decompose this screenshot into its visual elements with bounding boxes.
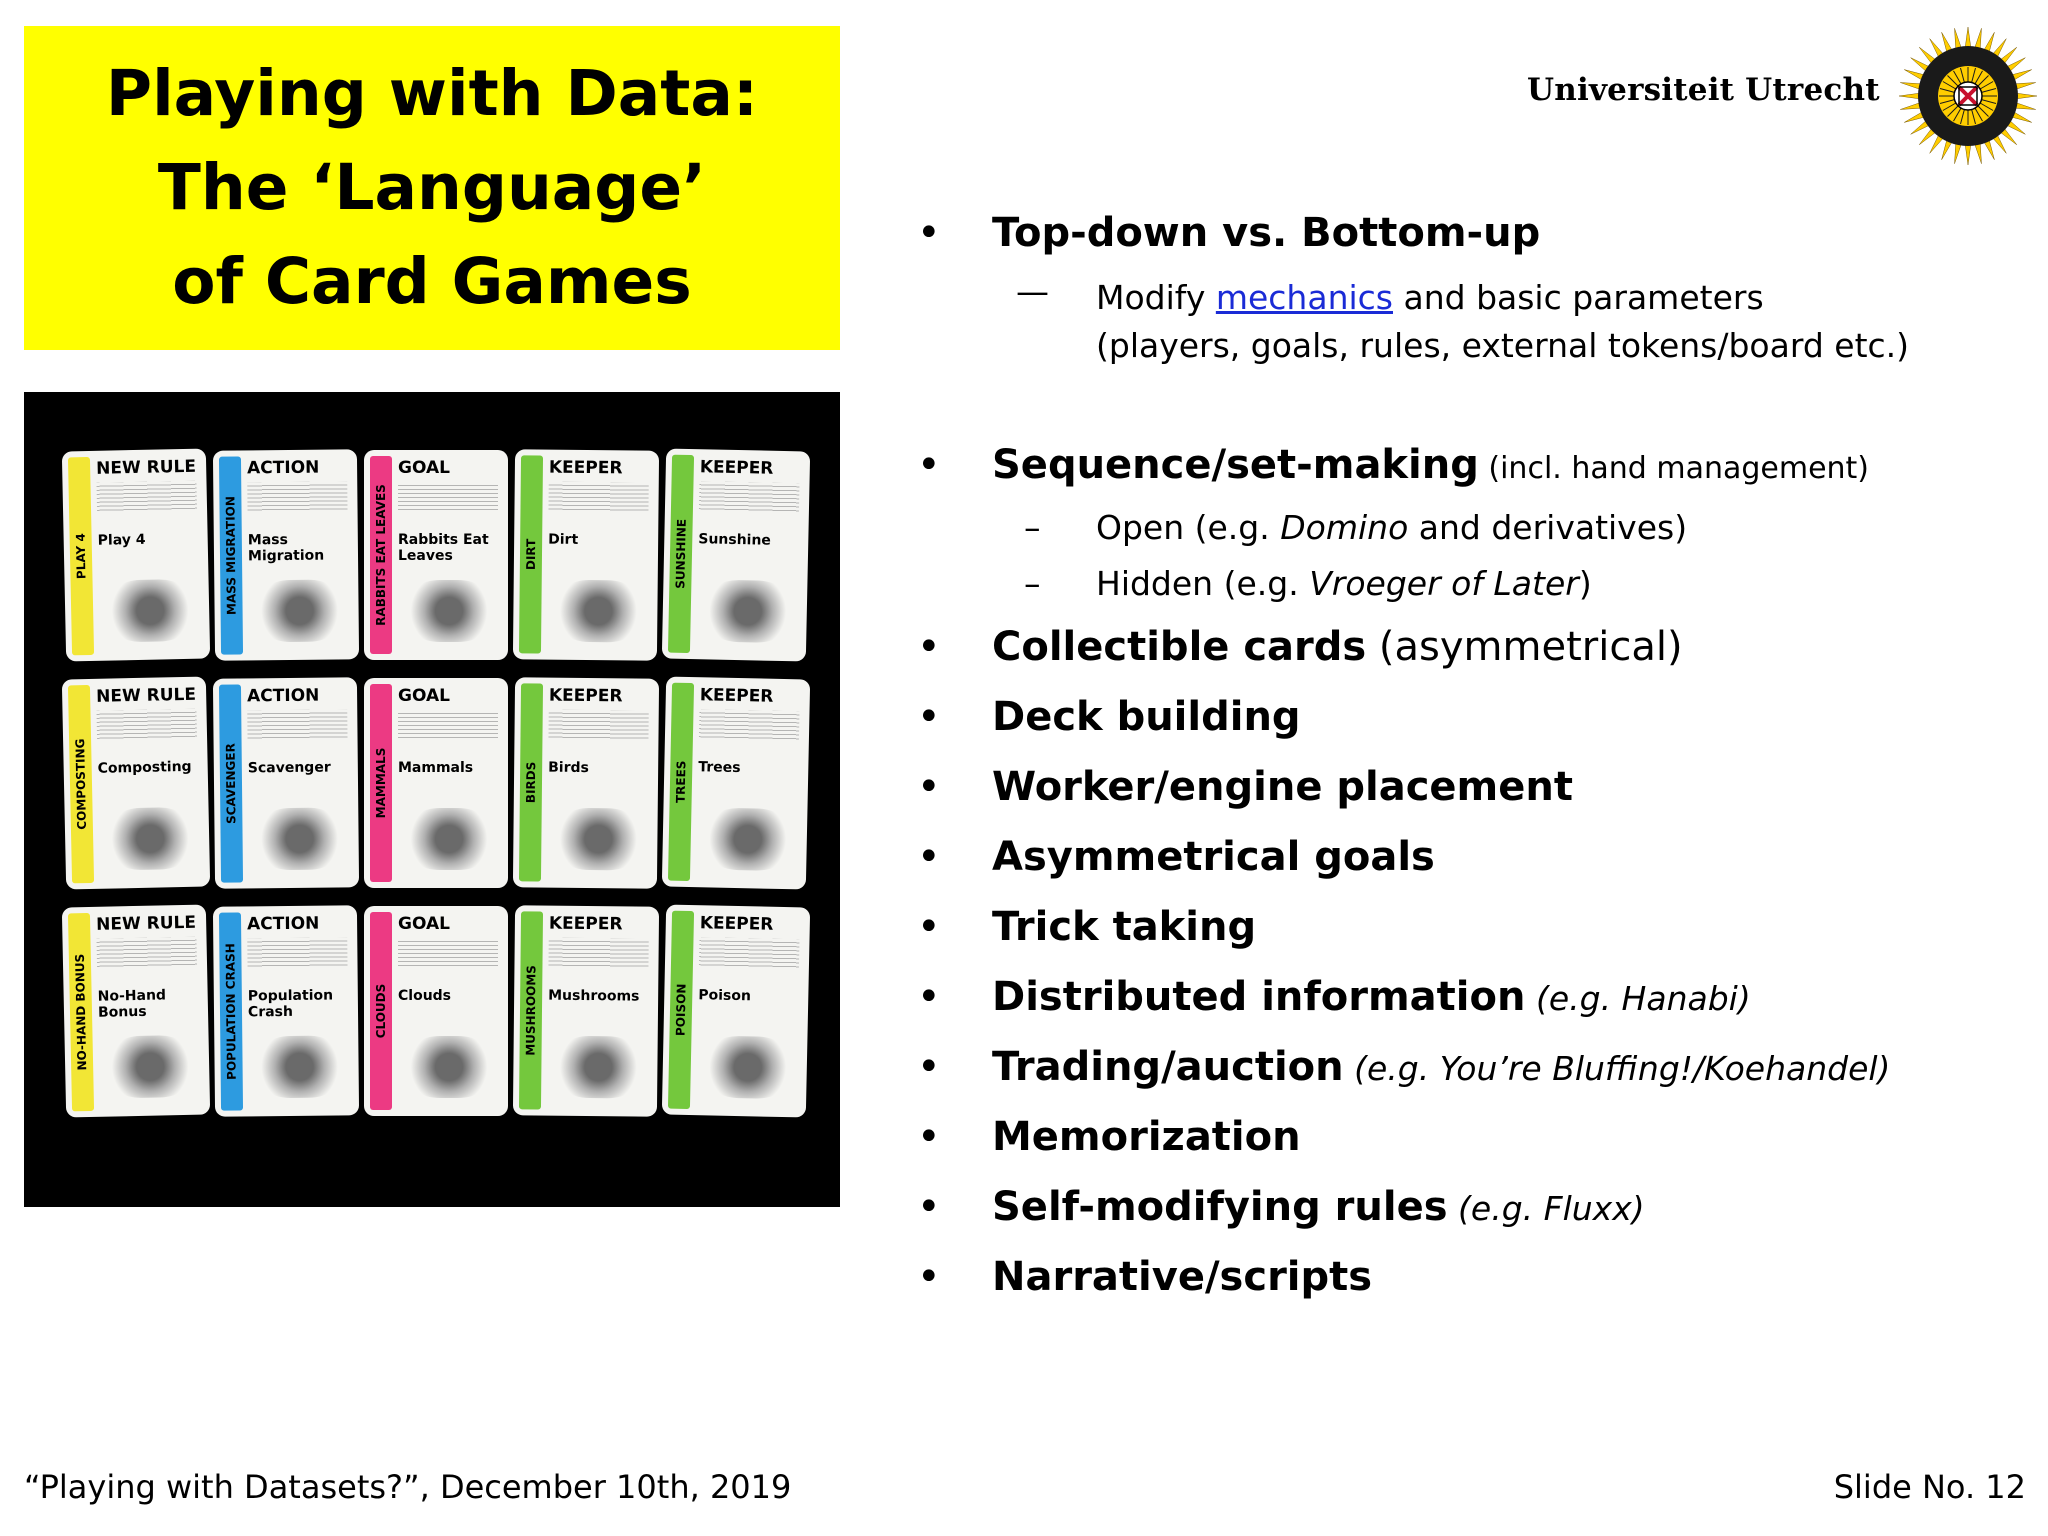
sub-text-italic: Vroeger of Later [1309, 564, 1579, 603]
card-illustration [105, 807, 196, 871]
card-type: GOAL [398, 686, 450, 706]
bullet-trick-head: Trick taking [992, 904, 1257, 950]
bullet-dot: • [917, 694, 941, 740]
footer-event: “Playing with Datasets?”, December 10th, 2019 [24, 1468, 792, 1506]
bullet-dot: • [917, 1184, 941, 1230]
bullet-collectible-head: Collectible cards [992, 624, 1367, 670]
game-card [364, 906, 508, 1116]
bullet-selfmod-note: (e.g. Fluxx) [1447, 1189, 1645, 1228]
card-strip-label: SCAVENGER [223, 743, 239, 825]
card-illustration [105, 579, 196, 643]
card-fine-print [247, 709, 347, 740]
card-name: Mammals [398, 760, 474, 776]
bullet-dot: • [917, 442, 941, 488]
title-line-2: The ‘Language’ [157, 151, 707, 224]
card-color-strip [519, 455, 543, 653]
card-name: Sunshine [698, 531, 772, 549]
card-illustration [254, 579, 345, 642]
card-illustration [105, 1035, 196, 1099]
card-fine-print [96, 481, 197, 513]
card-illustration [553, 808, 644, 871]
sub-text: Modify [1096, 278, 1216, 317]
card-color-strip [668, 911, 694, 1109]
card-fine-print [247, 481, 347, 512]
game-card [662, 677, 810, 890]
game-card [213, 677, 359, 888]
card-name: Mass Migration [247, 531, 325, 565]
sun-seal-icon [1898, 26, 2038, 166]
bullet-narrative-head: Narrative/scripts [992, 1254, 1373, 1300]
card-illustration [553, 1036, 644, 1099]
card-name: Trees [698, 759, 741, 777]
sub-text: Open (e.g. [1096, 508, 1281, 547]
card-type: NEW RULE [95, 684, 197, 707]
game-card [513, 905, 659, 1116]
card-strip-label: RABBITS EAT LEAVES [374, 484, 388, 626]
card-type: ACTION [246, 457, 320, 479]
card-name: Population Crash [247, 987, 334, 1021]
card-fine-print [398, 482, 498, 512]
game-card [513, 677, 659, 888]
big-dash: — [1016, 272, 1049, 311]
bullet-asym-head: Asymmetrical goals [992, 834, 1435, 880]
card-fine-print [699, 481, 800, 513]
card-strip-label: PLAY 4 [73, 533, 89, 580]
card-illustration [702, 807, 793, 871]
card-type: KEEPER [548, 913, 623, 935]
card-name: Clouds [398, 988, 452, 1004]
dash: – [1024, 508, 1041, 547]
card-illustration [404, 1036, 494, 1098]
card-name: Composting [97, 758, 192, 777]
bullet-selfmod-text [992, 1184, 1645, 1230]
card-strip-label: MASS MIGRATION [223, 496, 239, 616]
bullet-dot: • [917, 834, 941, 880]
card-fine-print [398, 938, 498, 968]
card-type: KEEPER [548, 685, 623, 707]
bullet-dot: • [917, 904, 941, 950]
card-color-strip [68, 913, 94, 1111]
card-color-strip [519, 683, 543, 881]
card-fine-print [548, 710, 648, 741]
card-type: KEEPER [548, 457, 623, 479]
card-illustration [404, 580, 494, 642]
game-card [213, 905, 359, 1116]
card-color-strip [68, 685, 94, 883]
bullet-collectible-text [992, 624, 1683, 670]
card-color-strip [219, 456, 243, 654]
sub-text: and derivatives) [1408, 508, 1688, 547]
card-fine-print [548, 482, 648, 513]
card-name: Birds [548, 759, 589, 777]
bullet-deck-head: Deck building [992, 694, 1301, 740]
card-strip-label: COMPOSTING [73, 738, 89, 830]
dash: – [1024, 564, 1041, 603]
card-strip-label: CLOUDS [374, 983, 388, 1039]
card-color-strip [370, 684, 392, 882]
bullet-collectible-note: (asymmetrical) [1366, 624, 1683, 670]
game-card [62, 449, 210, 662]
card-name: Rabbits Eat Leaves [398, 532, 489, 564]
card-type: KEEPER [699, 685, 774, 707]
bullet-dot: • [917, 764, 941, 810]
game-card [662, 449, 810, 662]
bullet-distributed-text [992, 974, 1751, 1020]
bullet-trading-note: (e.g. You’re Bluffing!/Koehandel) [1343, 1049, 1891, 1088]
card-name: Dirt [548, 531, 579, 548]
game-card [213, 449, 359, 660]
university-logo-text: Universiteit Utrecht [1527, 72, 1880, 108]
card-type: NEW RULE [95, 456, 197, 479]
bullet-sequence-head: Sequence/set-making [992, 442, 1479, 488]
sub-text: ) [1578, 564, 1592, 603]
card-fine-print [699, 709, 800, 741]
bullet-memo-head: Memorization [992, 1114, 1301, 1160]
game-card [513, 449, 659, 660]
card-strip-label: POISON [673, 983, 689, 1037]
bullet-dot: • [917, 974, 941, 1020]
card-color-strip [219, 684, 243, 882]
bullet-dot: • [917, 1114, 941, 1160]
title-box [24, 26, 840, 350]
card-color-strip [68, 457, 94, 655]
card-color-strip [668, 455, 694, 653]
card-color-strip [370, 456, 392, 654]
card-type: ACTION [246, 685, 320, 707]
sub-topdown-line2: (players, goals, rules, external tokens/board etc.) [1096, 326, 1910, 365]
card-illustration [702, 1035, 793, 1099]
game-card [364, 678, 508, 888]
card-type: KEEPER [699, 913, 774, 935]
card-strip-label: DIRT [523, 538, 539, 571]
card-type: KEEPER [699, 457, 774, 479]
card-illustration [553, 580, 644, 643]
card-type: NEW RULE [95, 912, 197, 935]
game-card [62, 905, 210, 1118]
card-color-strip [668, 683, 694, 881]
sub-text-italic: Domino [1280, 508, 1409, 547]
card-color-strip [219, 912, 243, 1110]
card-strip-label: MAMMALS [374, 747, 388, 819]
card-name: Play 4 [97, 531, 146, 549]
bullet-trading-head: Trading/auction [992, 1044, 1344, 1090]
card-illustration [702, 579, 793, 643]
card-type: GOAL [398, 914, 450, 934]
card-name: No-Hand Bonus [97, 987, 167, 1021]
card-name: Scavenger [247, 759, 331, 777]
sub-topdown-line1 [1096, 278, 1764, 317]
slide-number: Slide No. 12 [1833, 1468, 2026, 1506]
bullet-sequence-note: (incl. hand management) [1478, 451, 1870, 486]
title-line-3: of Card Games [172, 245, 692, 318]
bullet-dot: • [917, 1254, 941, 1300]
title-line-1: Playing with Data: [105, 57, 759, 130]
card-illustration [254, 1035, 345, 1098]
card-type: ACTION [246, 913, 320, 935]
card-fine-print [548, 938, 648, 969]
card-color-strip [370, 912, 392, 1110]
card-name: Poison [698, 987, 752, 1005]
card-fine-print [398, 710, 498, 740]
card-illustration [404, 808, 494, 870]
bullet-dot: • [917, 210, 941, 256]
card-game-photo [24, 392, 840, 1207]
card-type: GOAL [398, 458, 450, 478]
bullet-sequence-text [992, 442, 1869, 488]
bullet-dot: • [917, 624, 941, 670]
card-strip-label: NO-HAND BONUS [72, 953, 90, 1071]
bullet-distributed-head: Distributed information [992, 974, 1526, 1020]
game-card [662, 905, 810, 1118]
card-strip-label: SUNSHINE [673, 518, 689, 589]
sub-sequence-hidden [1096, 564, 1592, 603]
card-strip-label: BIRDS [523, 761, 539, 804]
bullet-worker-head: Worker/engine placement [992, 764, 1573, 810]
bullet-distributed-note: (e.g. Hanabi) [1525, 979, 1751, 1018]
card-illustration [254, 807, 345, 870]
game-card [62, 677, 210, 890]
card-fine-print [247, 937, 347, 968]
game-card [364, 450, 508, 660]
bullet-trading-text [992, 1044, 1890, 1090]
bullet-topdown-head: Top-down vs. Bottom-up [992, 210, 1541, 256]
card-fine-print [96, 937, 197, 969]
card-strip-label: TREES [673, 760, 689, 804]
mechanics-link[interactable]: mechanics [1215, 278, 1393, 317]
sub-text: Hidden (e.g. [1096, 564, 1310, 603]
card-strip-label: MUSHROOMS [523, 965, 539, 1056]
bullet-selfmod-head: Self-modifying rules [992, 1184, 1448, 1230]
bullet-dot: • [917, 1044, 941, 1090]
card-name: Mushrooms [548, 987, 640, 1005]
card-fine-print [96, 709, 197, 741]
card-fine-print [699, 937, 800, 969]
card-color-strip [519, 911, 543, 1109]
card-strip-label: POPULATION CRASH [223, 943, 239, 1080]
sub-text: and basic parameters [1393, 278, 1764, 317]
sub-sequence-open [1096, 508, 1687, 547]
